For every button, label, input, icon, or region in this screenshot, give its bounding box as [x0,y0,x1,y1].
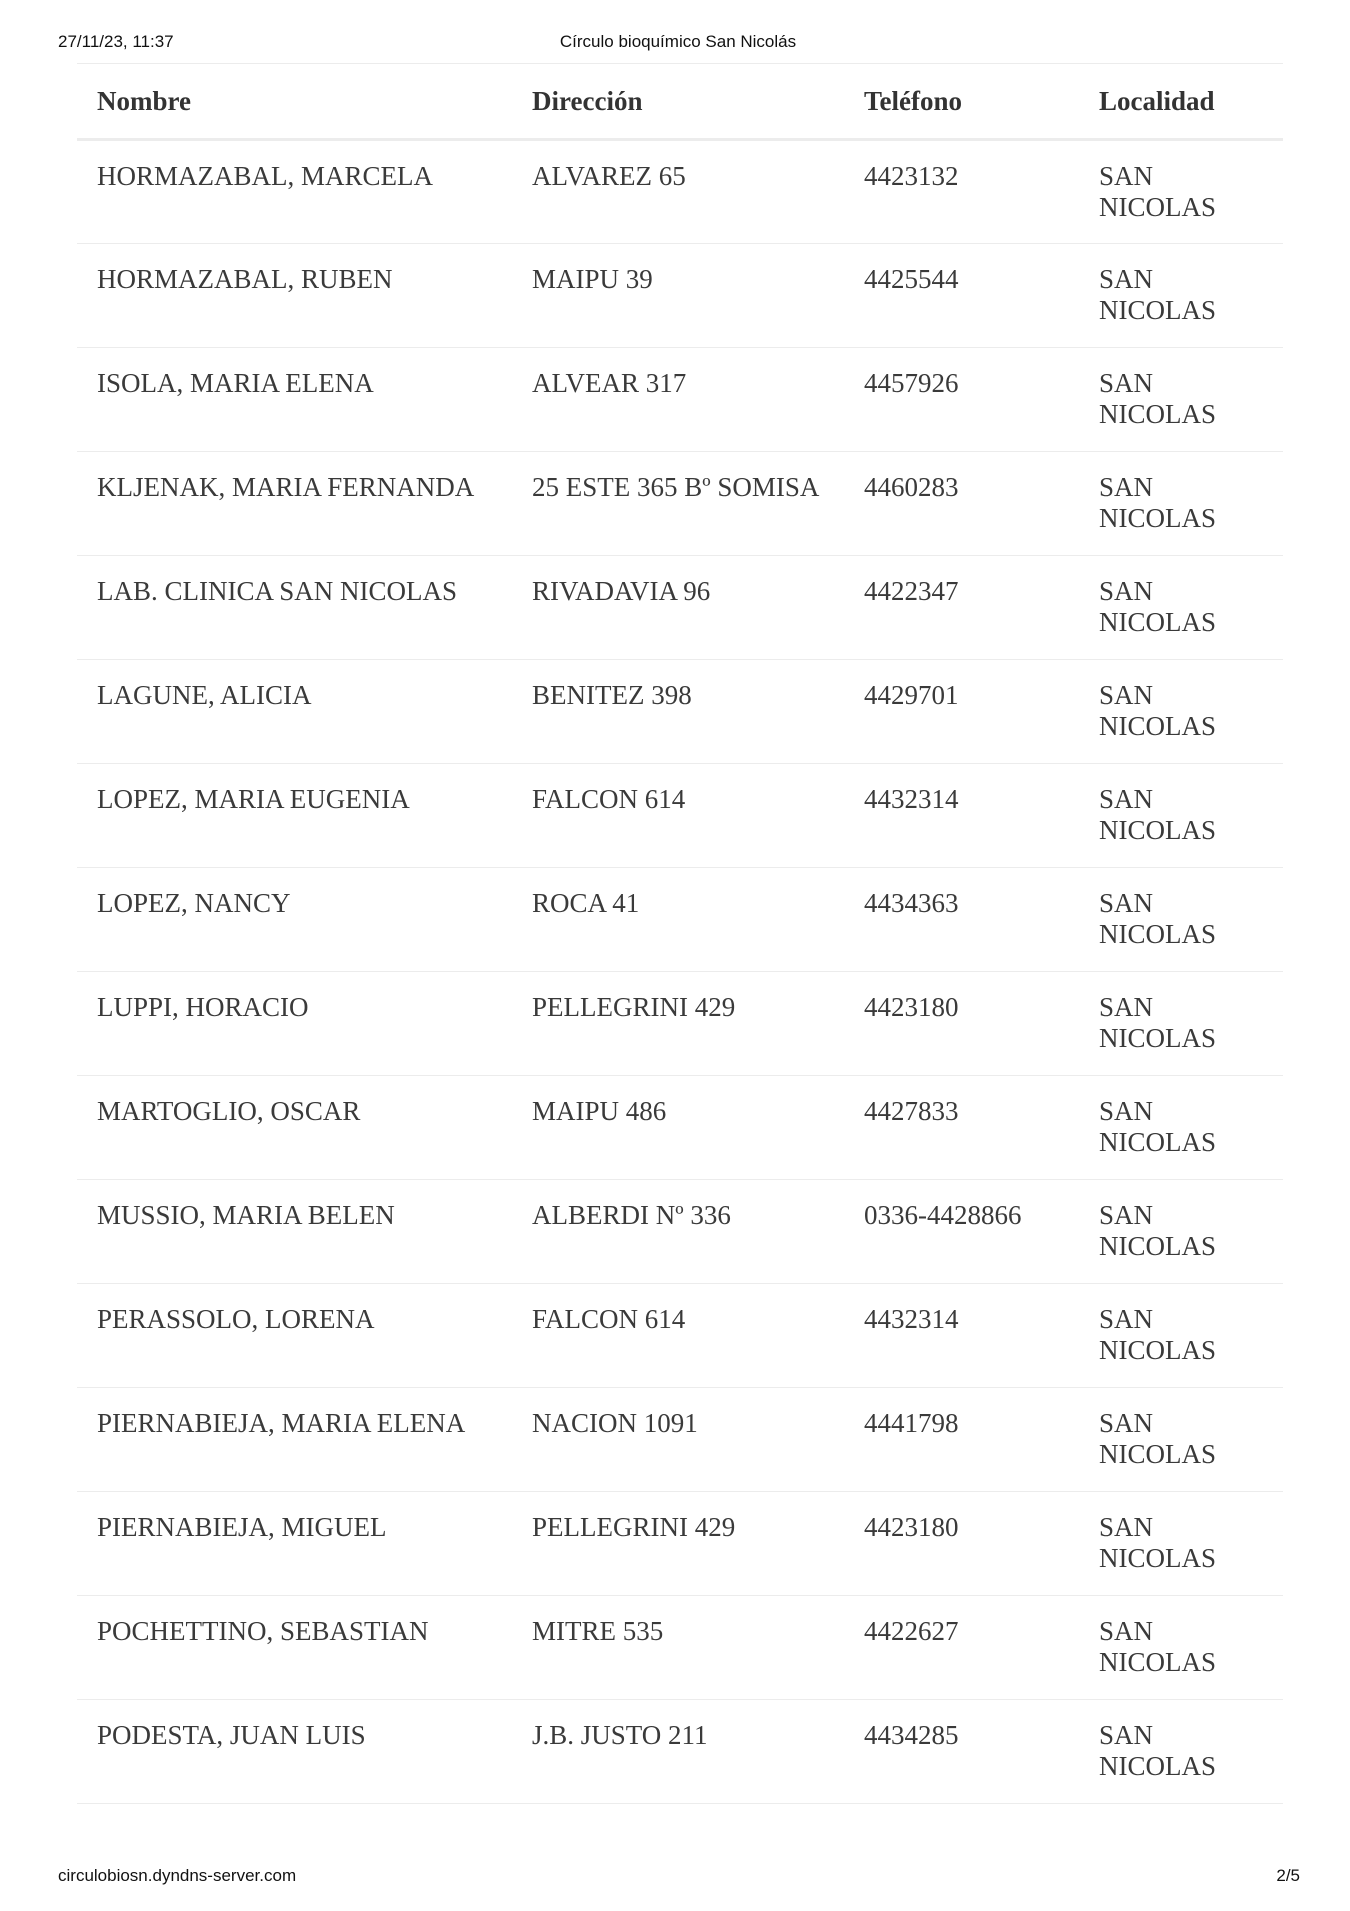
cell-nombre: LAGUNE, ALICIA [77,660,512,764]
cell-localidad: SAN NICOLAS [1079,1596,1283,1700]
table-row [77,660,1283,764]
cell-localidad: SAN NICOLAS [1079,244,1283,348]
cell-telefono: 4427833 [844,1076,1079,1180]
cell-telefono: 4422347 [844,556,1079,660]
cell-nombre: PIERNABIEJA, MIGUEL [77,1492,512,1596]
cell-nombre: LOPEZ, NANCY [77,868,512,972]
print-header [58,32,1298,56]
cell-localidad: SAN NICOLAS [1079,452,1283,556]
table-body [77,140,1283,1804]
cell-direccion: J.B. JUSTO 211 [512,1700,844,1804]
table-row [77,972,1283,1076]
table-row [77,1076,1283,1180]
column-header-nombre: Nombre [77,64,512,140]
cell-nombre: ISOLA, MARIA ELENA [77,348,512,452]
table-row [77,1180,1283,1284]
column-header-direccion: Dirección [512,64,844,140]
table-row [77,1596,1283,1700]
cell-localidad: SAN NICOLAS [1079,1700,1283,1804]
cell-localidad: SAN NICOLAS [1079,868,1283,972]
cell-direccion: FALCON 614 [512,1284,844,1388]
cell-telefono: 4434363 [844,868,1079,972]
cell-localidad: SAN NICOLAS [1079,1492,1283,1596]
cell-telefono: 4441798 [844,1388,1079,1492]
cell-nombre: MARTOGLIO, OSCAR [77,1076,512,1180]
cell-localidad: SAN NICOLAS [1079,348,1283,452]
cell-telefono: 4425544 [844,244,1079,348]
cell-nombre: HORMAZABAL, MARCELA [77,140,512,244]
cell-direccion: NACION 1091 [512,1388,844,1492]
cell-localidad: SAN NICOLAS [1079,1076,1283,1180]
cell-direccion: MAIPU 486 [512,1076,844,1180]
cell-localidad: SAN NICOLAS [1079,1388,1283,1492]
table-row [77,764,1283,868]
print-footer [58,1866,1300,1890]
table-row [77,556,1283,660]
cell-localidad: SAN NICOLAS [1079,556,1283,660]
cell-localidad: SAN NICOLAS [1079,660,1283,764]
cell-direccion: BENITEZ 398 [512,660,844,764]
cell-direccion: ALBERDI Nº 336 [512,1180,844,1284]
cell-direccion: ROCA 41 [512,868,844,972]
cell-telefono: 4423180 [844,972,1079,1076]
directory-table [77,64,1283,1804]
cell-nombre: PIERNABIEJA, MARIA ELENA [77,1388,512,1492]
cell-nombre: LAB. CLINICA SAN NICOLAS [77,556,512,660]
cell-telefono: 4432314 [844,764,1079,868]
cell-localidad: SAN NICOLAS [1079,140,1283,244]
cell-telefono: 0336-4428866 [844,1180,1079,1284]
header-row [77,64,1283,140]
column-header-localidad: Localidad [1079,64,1283,140]
cell-direccion: RIVADAVIA 96 [512,556,844,660]
cell-nombre: LUPPI, HORACIO [77,972,512,1076]
table-row [77,868,1283,972]
cell-localidad: SAN NICOLAS [1079,972,1283,1076]
directory-table-container [77,63,1283,1804]
cell-telefono: 4457926 [844,348,1079,452]
table-header [77,64,1283,140]
cell-localidad: SAN NICOLAS [1079,1180,1283,1284]
table-row [77,1492,1283,1596]
cell-direccion: ALVEAR 317 [512,348,844,452]
table-row [77,452,1283,556]
cell-direccion: MAIPU 39 [512,244,844,348]
cell-nombre: HORMAZABAL, RUBEN [77,244,512,348]
cell-direccion: PELLEGRINI 429 [512,1492,844,1596]
table-row [77,1284,1283,1388]
cell-telefono: 4423180 [844,1492,1079,1596]
table-row [77,244,1283,348]
cell-telefono: 4423132 [844,140,1079,244]
cell-nombre: KLJENAK, MARIA FERNANDA [77,452,512,556]
page-url: circulobiosn.dyndns-server.com [58,1866,297,1885]
cell-telefono: 4429701 [844,660,1079,764]
column-header-telefono: Teléfono [844,64,1079,140]
table-row [77,348,1283,452]
cell-nombre: LOPEZ, MARIA EUGENIA [77,764,512,868]
cell-telefono: 4434285 [844,1700,1079,1804]
page-title: Círculo bioquímico San Nicolás [559,32,797,51]
cell-direccion: 25 ESTE 365 Bº SOMISA [512,452,844,556]
cell-direccion: ALVAREZ 65 [512,140,844,244]
cell-nombre: PERASSOLO, LORENA [77,1284,512,1388]
table-row [77,140,1283,244]
cell-nombre: PODESTA, JUAN LUIS [77,1700,512,1804]
cell-nombre: POCHETTINO, SEBASTIAN [77,1596,512,1700]
table-row [77,1388,1283,1492]
print-datetime: 27/11/23, 11:37 [58,32,174,51]
page-number: 2/5 [1276,1866,1300,1885]
cell-direccion: PELLEGRINI 429 [512,972,844,1076]
cell-telefono: 4460283 [844,452,1079,556]
cell-telefono: 4432314 [844,1284,1079,1388]
cell-direccion: MITRE 535 [512,1596,844,1700]
cell-direccion: FALCON 614 [512,764,844,868]
cell-nombre: MUSSIO, MARIA BELEN [77,1180,512,1284]
cell-telefono: 4422627 [844,1596,1079,1700]
table-row [77,1700,1283,1804]
cell-localidad: SAN NICOLAS [1079,764,1283,868]
cell-localidad: SAN NICOLAS [1079,1284,1283,1388]
